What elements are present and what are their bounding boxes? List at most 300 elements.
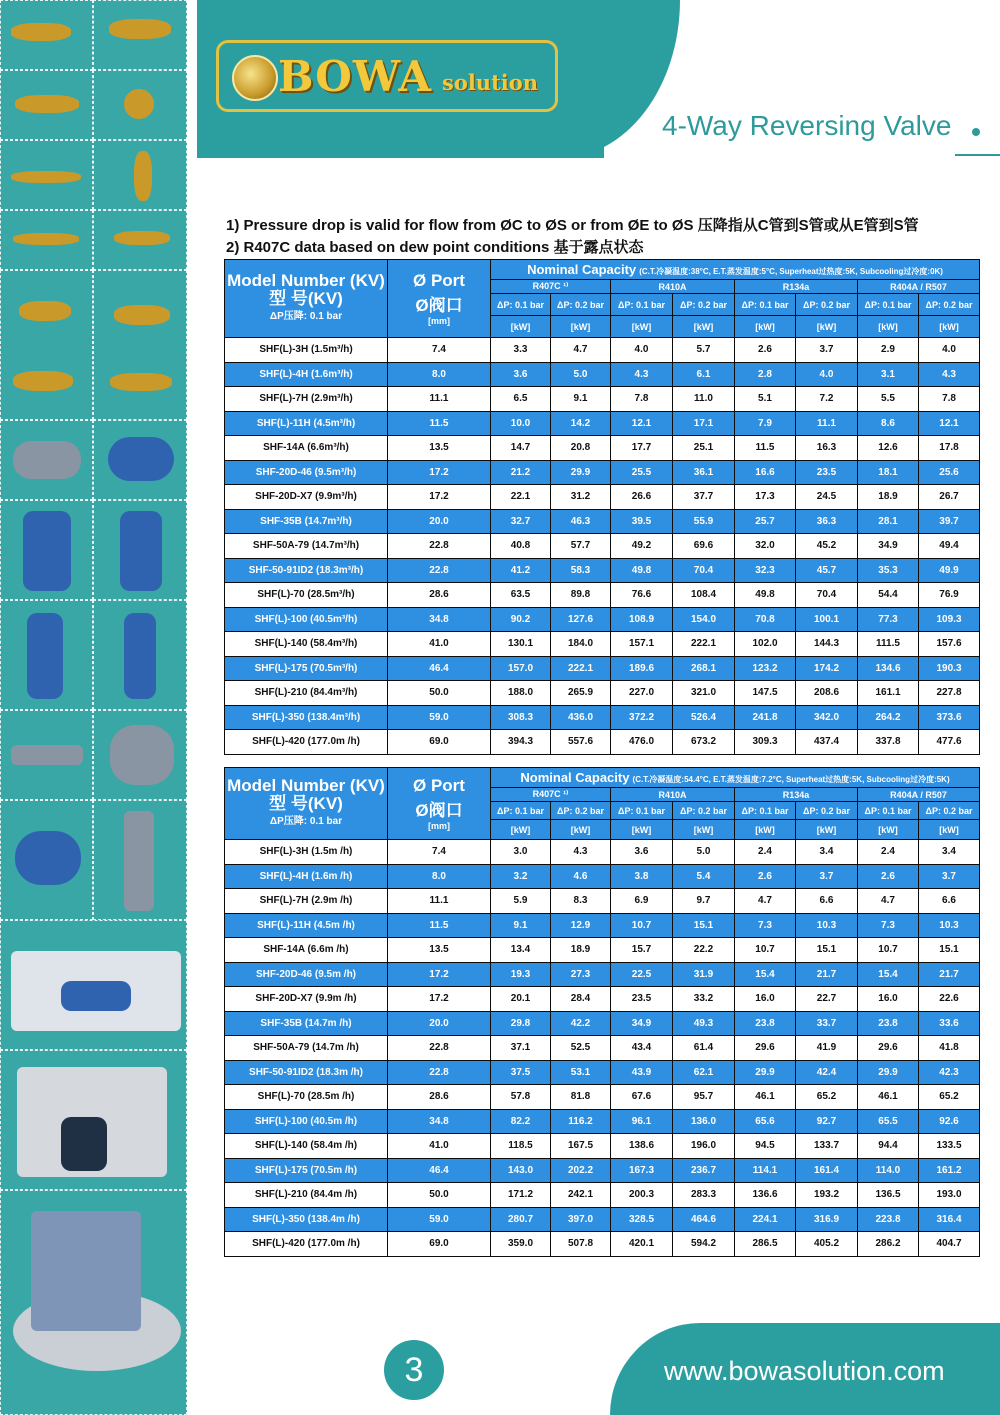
capacity-cell: 222.1 [673, 632, 735, 657]
table-row [225, 632, 980, 657]
capacity-conditions: (C.T.冷凝温度:38°C, E.T.蒸发温度:5°C, Superheat过热度:5K, Subcooling过冷度:0K) [639, 267, 943, 276]
capacity-cell: 7.8 [919, 387, 980, 412]
table-row [225, 583, 980, 608]
capacity-cell: 5.4 [673, 864, 735, 889]
capacity-cell: 70.4 [796, 583, 858, 608]
model-cell: SHF(L)-100 (40.5m /h) [225, 1109, 388, 1134]
capacity-cell: 241.8 [735, 705, 796, 730]
capacity-cell: 337.8 [858, 730, 919, 755]
capacity-cell: 24.5 [796, 485, 858, 510]
table-row [225, 387, 980, 412]
table-row [225, 338, 980, 363]
capacity-cell: 23.5 [611, 987, 673, 1012]
capacity-cell: 52.5 [551, 1036, 611, 1061]
capacity-cell: 147.5 [735, 681, 796, 706]
product-image-cell [0, 210, 93, 270]
capacity-cell: 133.5 [919, 1134, 980, 1159]
table-row [225, 1036, 980, 1061]
capacity-cell: 108.4 [673, 583, 735, 608]
model-cell: SHF(L)-100 (40.5m³/h) [225, 607, 388, 632]
model-header-note: ΔP压降: 0.1 bar [269, 815, 343, 827]
page-title: 4-Way Reversing Valve [662, 110, 952, 141]
product-image-cell [93, 420, 187, 500]
model-cell: SHF(L)-7H (2.9m /h) [225, 889, 388, 914]
dp-label: ΔP: 0.1 bar [491, 294, 551, 316]
capacity-cell: 11.1 [796, 411, 858, 436]
product-image-cell [93, 70, 187, 140]
capacity-table-high-temp [224, 767, 980, 1257]
capacity-cell: 11.5 [735, 436, 796, 461]
port-cell: 17.2 [388, 962, 491, 987]
table-body [225, 338, 980, 755]
capacity-cell: 123.2 [735, 656, 796, 681]
model-header-label: Model Number (KV) [227, 270, 385, 290]
capacity-cell: 154.0 [673, 607, 735, 632]
port-cell: 8.0 [388, 362, 491, 387]
capacity-cell: 46.1 [735, 1085, 796, 1110]
capacity-header [491, 768, 980, 788]
capacity-cell: 95.7 [673, 1085, 735, 1110]
unit-label: [kW] [491, 316, 551, 338]
capacity-cell: 8.3 [551, 889, 611, 914]
capacity-cell: 15.1 [919, 938, 980, 963]
accumulator-image [23, 511, 71, 591]
capacity-cell: 33.6 [919, 1011, 980, 1036]
capacity-cell: 223.8 [858, 1207, 919, 1232]
model-cell: SHF-20D-46 (9.5m³/h) [225, 460, 388, 485]
capacity-cell: 14.7 [491, 436, 551, 461]
model-cell: SHF(L)-350 (138.4m³/h) [225, 705, 388, 730]
capacity-cell: 108.9 [611, 607, 673, 632]
port-cell: 41.0 [388, 632, 491, 657]
capacity-cell: 55.9 [673, 509, 735, 534]
fan-image [110, 725, 174, 785]
capacity-cell: 7.3 [858, 913, 919, 938]
capacity-cell: 22.7 [796, 987, 858, 1012]
dp-label: ΔP: 0.2 bar [796, 294, 858, 316]
model-cell: SHF-50A-79 (14.7m³/h) [225, 534, 388, 559]
unit-label: [kW] [796, 820, 858, 840]
capacity-cell: 4.0 [919, 338, 980, 363]
capacity-cell: 27.3 [551, 962, 611, 987]
port-cell: 11.5 [388, 411, 491, 436]
capacity-cell: 109.3 [919, 607, 980, 632]
capacity-cell: 3.7 [919, 864, 980, 889]
capacity-cell: 136.5 [858, 1183, 919, 1208]
model-cell: SHF(L)-210 (84.4m /h) [225, 1183, 388, 1208]
capacity-cell: 3.0 [491, 840, 551, 865]
capacity-cell: 22.6 [919, 987, 980, 1012]
model-cell: SHF(L)-7H (2.9m³/h) [225, 387, 388, 412]
unit-label: [kW] [919, 316, 980, 338]
page-number: 3 [384, 1340, 444, 1400]
capacity-cell: 10.7 [735, 938, 796, 963]
capacity-cell: 100.1 [796, 607, 858, 632]
capacity-cell: 171.2 [491, 1183, 551, 1208]
table-row [225, 864, 980, 889]
capacity-cell: 35.3 [858, 558, 919, 583]
model-cell: SHF(L)-3H (1.5m /h) [225, 840, 388, 865]
capacity-cell: 42.3 [919, 1060, 980, 1085]
model-header-note: ΔP压降: 0.1 bar [269, 310, 343, 322]
capacity-cell: 41.8 [919, 1036, 980, 1061]
model-cell: SHF(L)-350 (138.4m /h) [225, 1207, 388, 1232]
model-cell: SHF(L)-210 (84.4m³/h) [225, 681, 388, 706]
capacity-cell: 16.0 [735, 987, 796, 1012]
capacity-cell: 29.9 [735, 1060, 796, 1085]
capacity-cell: 268.1 [673, 656, 735, 681]
capacity-cell: 5.0 [551, 362, 611, 387]
capacity-cell: 2.6 [858, 864, 919, 889]
unit-label: [kW] [735, 316, 796, 338]
table-row [225, 840, 980, 865]
model-cell: SHF(L)-11H (4.5m³/h) [225, 411, 388, 436]
capacity-cell: 118.5 [491, 1134, 551, 1159]
model-header-label: Model Number (KV) [227, 775, 385, 795]
product-image-cell [93, 210, 187, 270]
capacity-cell: 2.6 [735, 338, 796, 363]
capacity-cell: 49.8 [735, 583, 796, 608]
capacity-cell: 557.6 [551, 730, 611, 755]
port-cell: 46.4 [388, 656, 491, 681]
capacity-cell: 3.8 [611, 864, 673, 889]
capacity-cell: 46.3 [551, 509, 611, 534]
capacity-cell: 90.2 [491, 607, 551, 632]
capacity-cell: 136.6 [735, 1183, 796, 1208]
capacity-cell: 37.1 [491, 1036, 551, 1061]
capacity-cell: 17.8 [919, 436, 980, 461]
capacity-cell: 134.6 [858, 656, 919, 681]
capacity-cell: 242.1 [551, 1183, 611, 1208]
valve-image [13, 233, 79, 245]
capacity-cell: 464.6 [673, 1207, 735, 1232]
port-cell: 50.0 [388, 1183, 491, 1208]
table-row [225, 607, 980, 632]
port-cell: 41.0 [388, 1134, 491, 1159]
refrigerant-header: R410A [611, 280, 735, 294]
dp-label: ΔP: 0.1 bar [858, 294, 919, 316]
port-cell: 34.8 [388, 607, 491, 632]
table-row [225, 1158, 980, 1183]
model-header-label-cn: 型 号(KV) [269, 288, 343, 308]
capacity-cell: 5.0 [673, 840, 735, 865]
capacity-cell: 94.4 [858, 1134, 919, 1159]
unit-label: [kW] [673, 820, 735, 840]
capacity-cell: 10.3 [796, 913, 858, 938]
container-unit-image [31, 1211, 141, 1331]
logo-suffix: solution [442, 70, 539, 95]
model-cell: SHF(L)-4H (1.6m³/h) [225, 362, 388, 387]
capacity-cell: 161.2 [919, 1158, 980, 1183]
title-bullet [972, 128, 980, 136]
model-cell: SHF(L)-3H (1.5m³/h) [225, 338, 388, 363]
capacity-cell: 29.6 [858, 1036, 919, 1061]
dp-label: ΔP: 0.2 bar [919, 802, 980, 820]
capacity-cell: 286.5 [735, 1232, 796, 1257]
capacity-cell: 264.2 [858, 705, 919, 730]
port-cell: 8.0 [388, 864, 491, 889]
capacity-cell: 26.6 [611, 485, 673, 510]
valve-image [15, 95, 79, 113]
capacity-cell: 8.6 [858, 411, 919, 436]
capacity-cell: 7.8 [611, 387, 673, 412]
capacity-cell: 46.1 [858, 1085, 919, 1110]
valve-image [134, 151, 152, 201]
capacity-cell: 69.6 [673, 534, 735, 559]
port-cell: 59.0 [388, 705, 491, 730]
capacity-cell: 265.9 [551, 681, 611, 706]
capacity-cell: 12.1 [919, 411, 980, 436]
dp-label: ΔP: 0.1 bar [611, 802, 673, 820]
capacity-cell: 76.6 [611, 583, 673, 608]
model-cell: SHF-14A (6.6m³/h) [225, 436, 388, 461]
capacity-cell: 9.7 [673, 889, 735, 914]
model-header [225, 768, 388, 840]
capacity-cell: 29.9 [858, 1060, 919, 1085]
capacity-cell: 15.4 [858, 962, 919, 987]
capacity-cell: 21.7 [919, 962, 980, 987]
capacity-table-standard [224, 259, 980, 755]
capacity-cell: 3.6 [611, 840, 673, 865]
model-cell: SHF-50-91ID2 (18.3m /h) [225, 1060, 388, 1085]
valve-image [114, 231, 170, 245]
capacity-cell: 41.9 [796, 1036, 858, 1061]
capacity-cell: 65.6 [735, 1109, 796, 1134]
dp-label: ΔP: 0.2 bar [673, 802, 735, 820]
capacity-cell: 81.8 [551, 1085, 611, 1110]
capacity-cell: 6.9 [611, 889, 673, 914]
table-row [225, 558, 980, 583]
refrigerant-header: R134a [735, 788, 858, 802]
product-image-cell [0, 1190, 187, 1415]
capacity-cell: 45.7 [796, 558, 858, 583]
unit-label: [kW] [796, 316, 858, 338]
capacity-cell: 7.3 [735, 913, 796, 938]
capacity-cell: 25.7 [735, 509, 796, 534]
refrigerant-header: R404A / R507 [858, 788, 980, 802]
capacity-cell: 67.6 [611, 1085, 673, 1110]
port-cell: 69.0 [388, 1232, 491, 1257]
product-image-cell [0, 600, 93, 710]
product-image-cell [93, 270, 187, 420]
capacity-cell: 190.3 [919, 656, 980, 681]
model-cell: SHF(L)-4H (1.6m /h) [225, 864, 388, 889]
port-header [388, 260, 491, 338]
port-cell: 17.2 [388, 460, 491, 485]
dp-label: ΔP: 0.1 bar [491, 802, 551, 820]
table-row [225, 1207, 980, 1232]
capacity-cell: 308.3 [491, 705, 551, 730]
capacity-cell: 15.1 [673, 913, 735, 938]
note-dew-point: 2) R407C data based on dew point conditions 基于露点状态 [226, 239, 644, 256]
solenoid-valve-image [110, 373, 172, 391]
product-image-cell [0, 420, 93, 500]
capacity-cell: 10.3 [919, 913, 980, 938]
port-cell: 11.1 [388, 387, 491, 412]
capacity-cell: 33.7 [796, 1011, 858, 1036]
dp-label: ΔP: 0.1 bar [858, 802, 919, 820]
capacity-cell: 4.7 [551, 338, 611, 363]
product-image-cell [93, 800, 187, 920]
accumulator-image [120, 511, 162, 591]
capacity-cell: 4.7 [858, 889, 919, 914]
unit-label: [kW] [735, 820, 796, 840]
product-image-cell [0, 710, 93, 800]
capacity-cell: 200.3 [611, 1183, 673, 1208]
table-row [225, 962, 980, 987]
model-cell: SHF(L)-140 (58.4m /h) [225, 1134, 388, 1159]
capacity-cell: 372.2 [611, 705, 673, 730]
capacity-cell: 76.9 [919, 583, 980, 608]
dp-label: ΔP: 0.1 bar [611, 294, 673, 316]
capacity-cell: 26.7 [919, 485, 980, 510]
capacity-cell: 436.0 [551, 705, 611, 730]
port-cell: 22.8 [388, 558, 491, 583]
capacity-cell: 18.1 [858, 460, 919, 485]
capacity-cell: 41.2 [491, 558, 551, 583]
capacity-cell: 193.2 [796, 1183, 858, 1208]
capacity-cell: 23.8 [735, 1011, 796, 1036]
model-cell: SHF(L)-175 (70.5m³/h) [225, 656, 388, 681]
capacity-cell: 130.1 [491, 632, 551, 657]
unit-label: [kW] [858, 316, 919, 338]
capacity-cell: 49.8 [611, 558, 673, 583]
capacity-cell: 5.1 [735, 387, 796, 412]
unit-label: [kW] [551, 820, 611, 840]
table-row [225, 460, 980, 485]
model-cell: SHF(L)-11H (4.5m /h) [225, 913, 388, 938]
capacity-cell: 4.0 [611, 338, 673, 363]
product-image-cell [0, 1050, 187, 1190]
capacity-cell: 157.1 [611, 632, 673, 657]
product-image-cell [0, 70, 93, 140]
capacity-cell: 143.0 [491, 1158, 551, 1183]
port-header-label-cn: Ø阀口 [415, 801, 463, 820]
capacity-cell: 65.2 [919, 1085, 980, 1110]
table-row [225, 1232, 980, 1257]
capacity-cell: 43.9 [611, 1060, 673, 1085]
capacity-cell: 36.1 [673, 460, 735, 485]
capacity-cell: 316.9 [796, 1207, 858, 1232]
capacity-cell: 77.3 [858, 607, 919, 632]
capacity-cell: 3.6 [491, 362, 551, 387]
capacity-cell: 222.1 [551, 656, 611, 681]
capacity-cell: 29.6 [735, 1036, 796, 1061]
capacity-cell: 16.0 [858, 987, 919, 1012]
capacity-cell: 25.1 [673, 436, 735, 461]
table-row [225, 436, 980, 461]
capacity-cell: 29.9 [551, 460, 611, 485]
capacity-cell: 54.4 [858, 583, 919, 608]
product-image-cell [93, 0, 187, 70]
capacity-cell: 32.3 [735, 558, 796, 583]
capacity-cell: 227.0 [611, 681, 673, 706]
title-underline [955, 154, 1000, 156]
capacity-cell: 9.1 [491, 913, 551, 938]
capacity-cell: 394.3 [491, 730, 551, 755]
capacity-cell: 196.0 [673, 1134, 735, 1159]
solenoid-valve-image [114, 305, 170, 325]
valve-image [11, 171, 81, 183]
port-cell: 22.8 [388, 1036, 491, 1061]
table-row [225, 705, 980, 730]
dp-label: ΔP: 0.2 bar [673, 294, 735, 316]
valve-body-image [13, 441, 81, 479]
product-image-cell [0, 270, 93, 420]
capacity-cell: 3.1 [858, 362, 919, 387]
table-row [225, 534, 980, 559]
capacity-cell: 157.6 [919, 632, 980, 657]
capacity-cell: 2.8 [735, 362, 796, 387]
capacity-cell: 2.4 [858, 840, 919, 865]
capacity-cell: 42.2 [551, 1011, 611, 1036]
capacity-cell: 6.6 [796, 889, 858, 914]
port-cell: 13.5 [388, 436, 491, 461]
capacity-cell: 10.0 [491, 411, 551, 436]
capacity-title: Nominal Capacity [520, 770, 630, 785]
model-cell: SHF-50-91ID2 (18.3m³/h) [225, 558, 388, 583]
table-row [225, 889, 980, 914]
refrigerant-header: R407C ¹⁾ [491, 788, 611, 802]
capacity-cell: 70.4 [673, 558, 735, 583]
footer-website-link[interactable]: www.bowasolution.com [664, 1356, 945, 1386]
capacity-cell: 127.6 [551, 607, 611, 632]
capacity-cell: 70.8 [735, 607, 796, 632]
port-cell: 46.4 [388, 1158, 491, 1183]
product-image-cell [0, 0, 93, 70]
capacity-cell: 12.1 [611, 411, 673, 436]
capacity-cell: 12.9 [551, 913, 611, 938]
product-image-cell [0, 920, 187, 1050]
capacity-cell: 18.9 [858, 485, 919, 510]
capacity-cell: 34.9 [611, 1011, 673, 1036]
capacity-cell: 526.4 [673, 705, 735, 730]
capacity-cell: 96.1 [611, 1109, 673, 1134]
capacity-cell: 28.4 [551, 987, 611, 1012]
capacity-cell: 321.0 [673, 681, 735, 706]
capacity-cell: 3.3 [491, 338, 551, 363]
dp-label: ΔP: 0.2 bar [796, 802, 858, 820]
capacity-cell: 208.6 [796, 681, 858, 706]
compressor-image [61, 1117, 107, 1171]
product-image-cell [93, 600, 187, 710]
capacity-cell: 32.0 [735, 534, 796, 559]
capacity-cell: 37.7 [673, 485, 735, 510]
product-image-column [0, 0, 197, 1415]
capacity-cell: 227.8 [919, 681, 980, 706]
model-header-label-cn: 型 号(KV) [269, 793, 343, 813]
capacity-cell: 53.1 [551, 1060, 611, 1085]
capacity-cell: 7.2 [796, 387, 858, 412]
capacity-cell: 57.7 [551, 534, 611, 559]
capacity-cell: 6.5 [491, 387, 551, 412]
capacity-cell: 116.2 [551, 1109, 611, 1134]
table-row [225, 411, 980, 436]
table-row [225, 730, 980, 755]
capacity-cell: 62.1 [673, 1060, 735, 1085]
capacity-cell: 92.6 [919, 1109, 980, 1134]
capacity-cell: 11.0 [673, 387, 735, 412]
capacity-cell: 22.5 [611, 962, 673, 987]
capacity-cell: 31.9 [673, 962, 735, 987]
dp-label: ΔP: 0.1 bar [735, 802, 796, 820]
capacity-cell: 405.2 [796, 1232, 858, 1257]
capacity-cell: 39.7 [919, 509, 980, 534]
capacity-cell: 15.7 [611, 938, 673, 963]
capacity-cell: 167.3 [611, 1158, 673, 1183]
capacity-cell: 5.7 [673, 338, 735, 363]
model-cell: SHF-20D-46 (9.5m /h) [225, 962, 388, 987]
